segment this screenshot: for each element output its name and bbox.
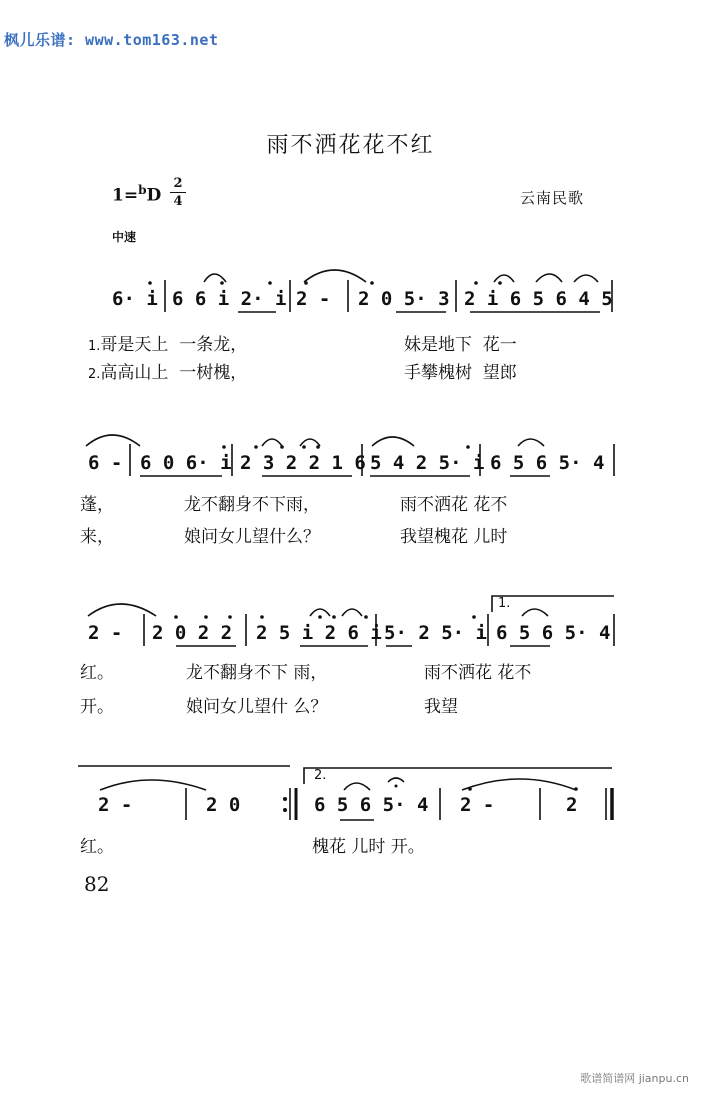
s2-verse1-c: 雨不洒花 花不 bbox=[400, 495, 508, 515]
site-header: 枫儿乐谱: www.tom163.net bbox=[4, 31, 219, 49]
key-note: D bbox=[146, 185, 162, 206]
s1-measure-3: 2 - bbox=[296, 288, 331, 310]
s1-measure-1: 6· i bbox=[112, 288, 158, 310]
s1-measure-4: 2 0 5· 3 bbox=[358, 288, 450, 310]
ending-1-label: 1. bbox=[498, 596, 511, 611]
s4-measure-2: 2 0 bbox=[206, 794, 241, 816]
s3-verse1-a: 红。 bbox=[80, 663, 114, 683]
s3-measure-5: 6 5 6 5· 4 bbox=[496, 622, 611, 644]
s2-measure-1: 6 - bbox=[88, 452, 123, 474]
s4-lyric-b: 槐花 儿时 开。 bbox=[312, 837, 425, 857]
flat-sign: b bbox=[138, 183, 147, 197]
s2-measure-2: 6 0 6· i bbox=[140, 452, 232, 474]
song-title: 雨不洒花花不红 bbox=[266, 133, 435, 158]
s4-measure-5: 2 bbox=[566, 794, 578, 816]
meter-top: 2 bbox=[173, 176, 183, 191]
s4-measure-3: 6 5 6 5· 4 bbox=[314, 794, 429, 816]
s3-verse1-b: 龙不翻身不下 雨， bbox=[186, 663, 328, 683]
verse-1-marker: 1. bbox=[88, 339, 101, 354]
s1-verse1-a: 哥是天上 一条龙， bbox=[100, 335, 248, 355]
s3-verse1-c: 雨不洒花 花不 bbox=[424, 663, 532, 683]
s2-measure-3: 2 3 2 2 1 6 bbox=[240, 452, 366, 474]
s2-measure-4: 5 4 2 5· i bbox=[370, 452, 485, 474]
verse-2-marker: 2. bbox=[88, 367, 101, 382]
s2-verse2-b: 娘问女儿望什么？ bbox=[184, 527, 320, 547]
s4-lyric-a: 红。 bbox=[80, 837, 114, 857]
s2-verse1-b: 龙不翻身不下雨， bbox=[184, 495, 320, 515]
s3-measure-1: 2 - bbox=[88, 622, 123, 644]
s3-verse2-c: 我望 bbox=[424, 697, 458, 717]
s2-verse2-a: 来， bbox=[80, 527, 114, 547]
s3-verse2-a: 开。 bbox=[80, 697, 114, 717]
page-number: 82 bbox=[84, 872, 110, 896]
footer-watermark: 歌谱简谱网 jianpu.cn bbox=[580, 1072, 689, 1085]
song-origin: 云南民歌 bbox=[520, 189, 585, 207]
s4-measure-1: 2 - bbox=[98, 794, 133, 816]
s2-measure-5: 6 5 6 5· 4 bbox=[490, 452, 605, 474]
s1-verse2-a: 高高山上 一树槐， bbox=[100, 363, 248, 383]
s2-verse2-c: 我望槐花 儿时 bbox=[400, 527, 508, 547]
meter-bottom: 4 bbox=[173, 194, 183, 209]
s1-measure-5: 2 i 6 5 6 4 5 bbox=[464, 288, 613, 310]
s4-measure-4: 2 - bbox=[460, 794, 495, 816]
s1-verse1-b: 妹是地下 花一 bbox=[404, 335, 517, 355]
s3-measure-3: 2 5 i 2 6 i bbox=[256, 622, 382, 644]
tempo-marking: 中速 bbox=[112, 230, 137, 244]
key-label: 1= bbox=[112, 185, 139, 206]
ending-2-label: 2. bbox=[314, 768, 327, 783]
s3-verse2-b: 娘问女儿望什 么？ bbox=[186, 697, 328, 717]
s3-measure-4: 5· 2 5· i bbox=[384, 622, 487, 644]
s1-verse2-b: 手攀槐树 望郎 bbox=[404, 363, 517, 383]
s2-verse1-a: 蓬， bbox=[80, 495, 114, 515]
s1-measure-2: 6 6 i 2· i bbox=[172, 288, 287, 310]
s3-measure-2: 2 0 2 2 bbox=[152, 622, 233, 644]
